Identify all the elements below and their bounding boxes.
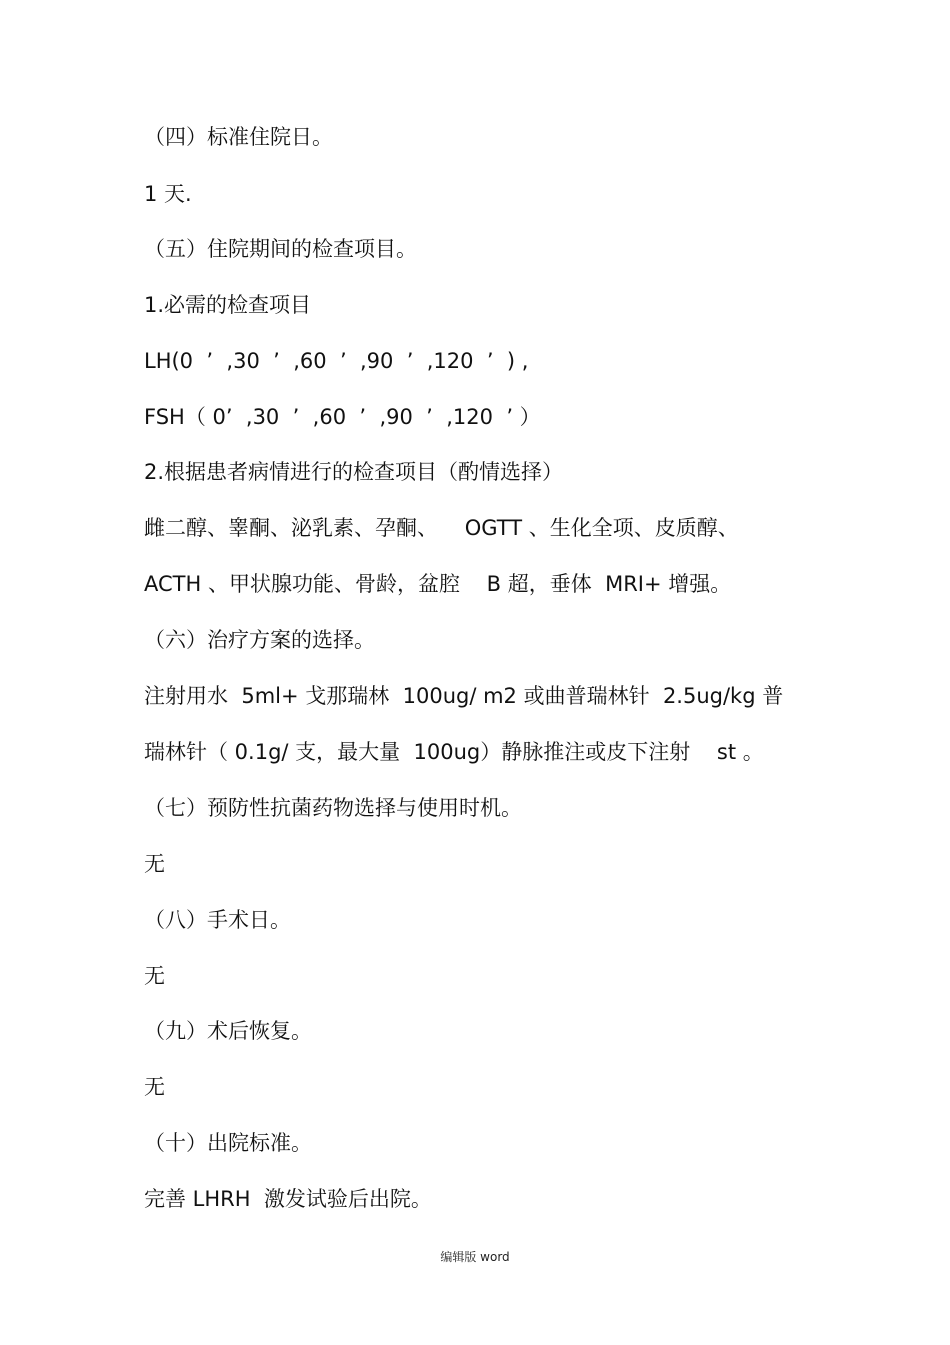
section-heading-4: （四）标准住院日。 [144,125,333,149]
subheading: 1.必需的检查项目 [144,293,312,317]
section-heading-9: （九）术后恢复。 [144,1019,312,1043]
body-text: LH(0 ’ ,30 ’ ,60 ’ ,90 ’ ,120 ’ ) , [144,349,529,373]
body-text: 注射用水 5ml+ 戈那瑞林 100ug/ m2 或曲普瑞林针 2.5ug/kg 普 [144,684,784,708]
section-heading-6: （六）治疗方案的选择。 [144,628,375,652]
body-text: 完善 LHRH 激发试验后出院。 [144,1187,432,1211]
body-text: 雌二醇、睾酮、泌乳素、孕酮、 OGTT 、生化全项、皮质醇、 [144,516,739,540]
body-text: 无 [144,852,165,876]
subheading: 2.根据患者病情进行的检查项目（酌情选择） [144,460,564,484]
body-text: 无 [144,1075,165,1099]
page-footer: 编辑版 word [440,1250,510,1264]
body-text: 1 天. [144,182,192,206]
body-text: ACTH 、甲状腺功能、骨龄，盆腔 B 超，垂体 MRI+ 增强。 [144,572,732,596]
body-text: 无 [144,964,165,988]
section-heading-7: （七）预防性抗菌药物选择与使用时机。 [144,796,522,820]
section-heading-5: （五）住院期间的检查项目。 [144,237,417,261]
body-text: 瑞林针（ 0.1g/ 支，最大量 100ug）静脉推注或皮下注射 st 。 [144,740,764,764]
section-heading-10: （十）出院标准。 [144,1131,312,1155]
section-heading-8: （八）手术日。 [144,908,291,932]
body-text: FSH（ 0’ ,30 ’ ,60 ’ ,90 ’ ,120 ’ ） [144,405,541,429]
